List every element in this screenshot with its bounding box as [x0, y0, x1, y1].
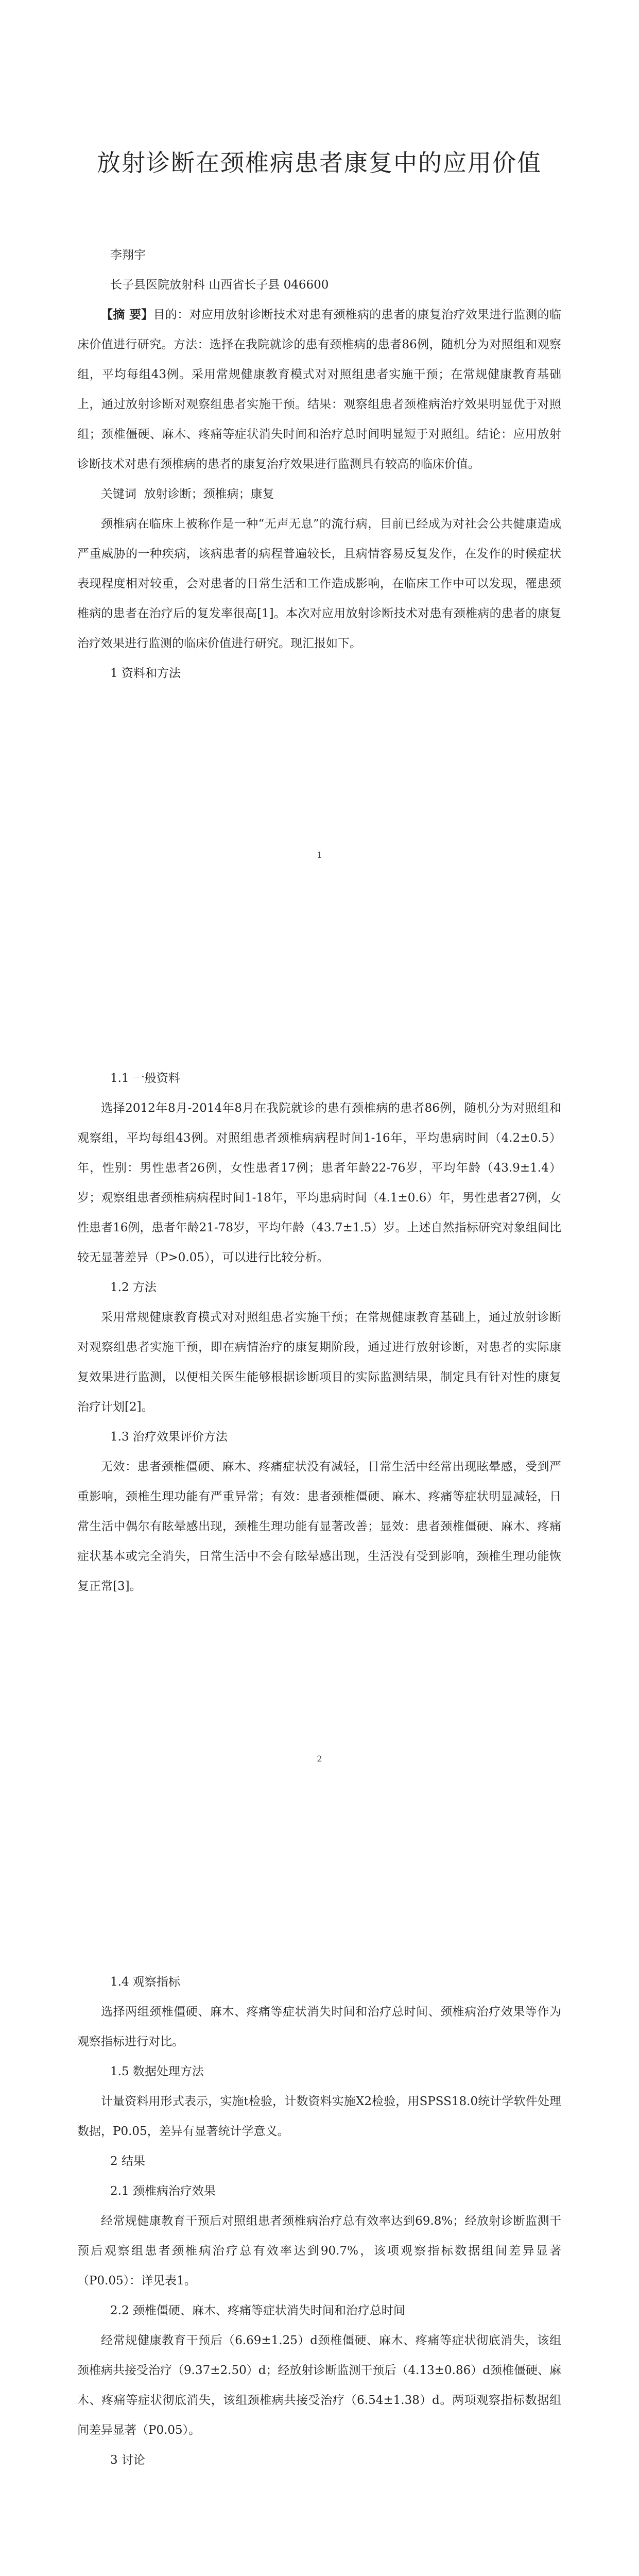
section-1-1-heading: 1.1 一般资料	[110, 1072, 180, 1085]
page-2	[0, 904, 639, 1807]
section-2-1-paragraph: 经常规健康教育干预后对照组患者颈椎病治疗总有效率达到69.8%；经放射诊断监测干预后观察组患者颈椎病治疗总有效率达到90.7%，该项观察指标数据组间差异显著（P0.05）：详见表1。	[77, 2214, 561, 2287]
page-3	[0, 1807, 639, 2576]
abstract	[77, 300, 561, 479]
page-number-2: 2	[317, 1754, 322, 1764]
abstract-text: 目的：对应用放射诊断技术对患有颈椎病的患者的康复治疗效果进行监测的临床价值进行研究。方法：选择在我院就诊的患有颈椎病的患者86例，随机分为对照组和观察组，平均每组43例。采用常规健康教育模式对对照组患者实施干预；在常规健康教育基础上，通过放射诊断对观察组患者实施干预。结果：观察组患者颈椎病治疗效果明显优于对照组；颈椎僵硬、麻木、疼痛等症状消失时间和治疗总时间明显短于对照组。结论：应用放射诊断技术对患有颈椎病的患者的康复治疗效果进行监测具有较高的临床价值。	[77, 308, 562, 471]
affiliation: 长子县医院放射科 山西省长子县 046600	[110, 278, 329, 292]
keywords-text: 放射诊断；颈椎病；康复	[144, 487, 274, 501]
section-1-4-heading: 1.4 观察指标	[110, 1975, 180, 1989]
section-1-heading: 1 资料和方法	[110, 667, 181, 680]
intro-paragraph: 颈椎病在临床上被称作是一种“无声无息”的流行病，目前已经成为对社会公共健康造成严重威胁的一种疾病，该病患者的病程普遍较长，且病情容易反复发作，在发作的时候症状表现程度相对较重，会对患者的日常生活和工作造成影响，在临床工作中可以发现，罹患颈椎病的患者在治疗后的复发率很高[1]。本次对应用放射诊断技术对患有颈椎病的患者的康复治疗效果进行监测的临床价值进行研究。现汇报如下。	[77, 517, 561, 650]
page-title: 放射诊断在颈椎病患者康复中的应用价值	[97, 149, 542, 177]
page-1-content	[77, 144, 561, 688]
section-2-1-heading: 2.1 颈椎病治疗效果	[110, 2184, 216, 2198]
section-1-5-heading: 1.5 数据处理方法	[110, 2065, 204, 2078]
section-2-2-paragraph: 经常规健康教育干预后（6.69±1.25）d颈椎僵硬、麻木、疼痛等症状彻底消失，该组颈椎病共接受治疗（9.37±2.50）d；经放射诊断监测干预后（4.13±0.86）d颈椎僵硬、麻木、疼痛等症状彻底消失，该组颈椎病共接受治疗（6.54±1.38）d。两项观察指标数据组间差异显著（P0.05）。	[77, 2334, 561, 2437]
page-3-content	[77, 1967, 561, 2475]
section-1-1-paragraph: 选择2012年8月-2014年8月在我院就诊的患有颈椎病的患者86例，随机分为对照组和观察组，平均每组43例。对照组患者颈椎病病程时间1-16年，平均患病时间（4.2±0.5）年，性别：男性患者26例，女性患者17例；患者年龄22-76岁，平均年龄（43.9±1.4）岁；观察组患者颈椎病病程时间1-18年，平均患病时间（4.1±0.6）年，男性患者27例，女性患者16例，患者年龄21-78岁，平均年龄（43.7±1.5）岁。上述自然指标研究对象组间比较无显著差异（P>0.05），可以进行比较分析。	[77, 1101, 561, 1264]
section-1-5-paragraph: 计量资料用形式表示，实施t检验，计数资料实施X2检验，用SPSS18.0统计学软件处理数据，P0.05，差异有显著统计学意义。	[77, 2095, 561, 2138]
section-1-2-heading: 1.2 方法	[110, 1281, 157, 1294]
page-2-content	[77, 1063, 561, 1601]
page-number-1: 1	[317, 850, 322, 860]
section-2-2-heading: 2.2 颈椎僵硬、麻木、疼痛等症状消失时间和治疗总时间	[110, 2304, 405, 2317]
section-1-3-paragraph: 无效：患者颈椎僵硬、麻木、疼痛症状没有减轻，日常生活中经常出现眩晕感，受到严重影响，颈椎生理功能有严重异常；有效：患者颈椎僵硬、麻木、疼痛等症状明显减轻，日常生活中偶尔有眩晕感出现，颈椎生理功能有显著改善；显效：患者颈椎僵硬、麻木、疼痛症状基本或完全消失，日常生活中不会有眩晕感出现，生活没有受到影响，颈椎生理功能恢复正常[3]。	[77, 1460, 561, 1593]
section-3-heading: 3 讨论	[110, 2453, 145, 2467]
abstract-label: 【摘 要】	[101, 308, 153, 321]
page-1	[0, 0, 639, 904]
section-2-heading: 2 结果	[110, 2155, 145, 2168]
keywords	[77, 479, 561, 509]
author: 李翔宇	[110, 248, 146, 262]
section-1-2-paragraph: 采用常规健康教育模式对对照组患者实施干预；在常规健康教育基础上，通过放射诊断对观察组患者实施干预，即在病情治疗的康复期阶段，通过进行放射诊断，对患者的实际康复效果进行监测，以便相关医生能够根据诊断项目的实际监测结果，制定具有针对性的康复治疗计划[2]。	[77, 1311, 561, 1414]
section-1-4-paragraph: 选择两组颈椎僵硬、麻木、疼痛等症状消失时间和治疗总时间、颈椎病治疗效果等作为观察指标进行对比。	[77, 2005, 561, 2048]
keywords-label: 关键词	[101, 487, 136, 501]
section-1-3-heading: 1.3 治疗效果评价方法	[110, 1430, 228, 1444]
